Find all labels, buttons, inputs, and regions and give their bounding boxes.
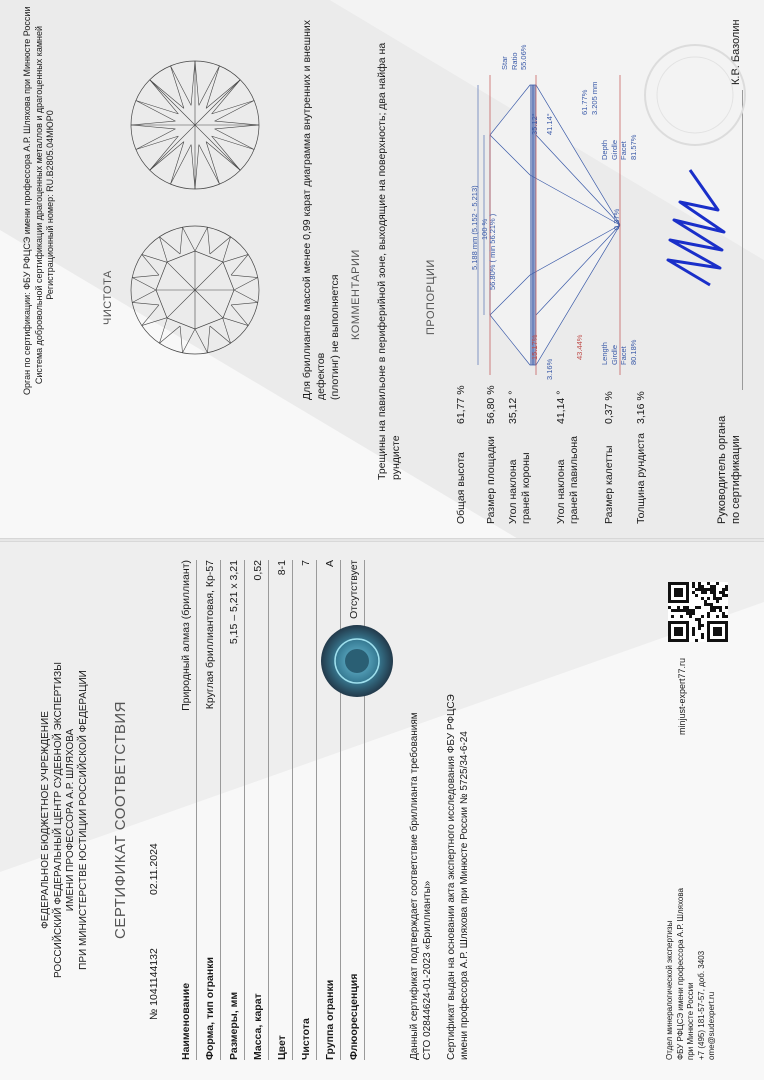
qr-cell	[698, 606, 701, 609]
depth-girdle-line: Facet	[619, 141, 628, 160]
clarity-crown-diagram	[125, 220, 265, 360]
qr-cell	[710, 585, 713, 588]
qr-cell	[668, 606, 671, 609]
facet-line	[223, 237, 231, 263]
proportion-value: 3,16 %	[635, 391, 647, 424]
qr-cell	[686, 609, 689, 612]
qr-cell	[692, 612, 695, 615]
facet-line	[183, 329, 195, 353]
facet-line	[142, 254, 168, 262]
facet-line	[215, 125, 259, 129]
qr-cell	[713, 609, 716, 612]
facet-line	[195, 61, 199, 105]
qr-cell	[722, 591, 725, 594]
qr-cell	[695, 588, 698, 591]
facet-line	[150, 125, 195, 170]
contacts-block	[665, 888, 718, 1060]
qr-cell	[698, 621, 701, 624]
qr-cell	[701, 588, 704, 591]
proportion-value: 0,37 %	[603, 391, 615, 424]
statement-2-line: Сертификат выдан на основании акта экспертного исследования ФБУ РФЦСЭ	[446, 694, 457, 1060]
proportion-value: 41,14 °	[555, 390, 567, 424]
field-value: 0,52	[252, 560, 264, 581]
field-label: Форма, тип огранки	[204, 957, 216, 1060]
qr-cell	[710, 591, 713, 594]
facet-line	[131, 121, 175, 125]
field-value: 8-1	[276, 560, 288, 576]
qr-cell	[683, 606, 686, 609]
qr-cell	[698, 624, 701, 627]
field-label: Масса, карат	[252, 993, 264, 1060]
field-divider	[316, 560, 317, 1060]
proportion-label: Угол наклона граней павильона	[555, 436, 580, 524]
qr-cell	[701, 633, 704, 636]
facet-line	[195, 227, 207, 251]
diagram-pavilion-depth: 43.44%	[575, 334, 584, 360]
facet-line	[159, 326, 180, 343]
qr-cell	[716, 606, 719, 609]
statement-2	[445, 694, 471, 1060]
qr-cell	[689, 609, 692, 612]
clarity-pavilion-diagram	[125, 55, 265, 195]
comments-title: КОММЕНТАРИИ	[350, 249, 362, 340]
proportion-label: Общая высота	[455, 452, 467, 524]
qr-cell	[725, 615, 728, 618]
field-label: Наименование	[180, 982, 192, 1060]
qr-cell	[692, 633, 695, 636]
proportion-label: Угол наклона граней короны	[507, 452, 532, 524]
qr-cell	[713, 588, 716, 591]
length-girdle-line: Length	[600, 342, 609, 365]
qr-cell	[704, 588, 707, 591]
facet-line	[234, 290, 258, 302]
qr-cell	[704, 603, 707, 606]
facet-line	[195, 145, 199, 189]
facet-line	[132, 275, 159, 277]
facet-line	[207, 227, 209, 254]
diagram-pavilion-angle: 41.14°	[545, 113, 554, 135]
facet-line	[132, 302, 159, 304]
diagram-crown-height: 15.17%	[530, 334, 539, 360]
facet-line	[183, 227, 195, 251]
facet-line	[180, 326, 182, 353]
certificate-title: СЕРТИФИКАТ СООТВЕТСТВИЯ	[112, 701, 129, 939]
facet-line	[207, 326, 209, 353]
diagram-length-girdle	[600, 340, 638, 365]
qr-cell	[713, 591, 716, 594]
facet-line	[159, 237, 180, 254]
facet-line	[231, 305, 248, 326]
qr-cell	[701, 615, 704, 618]
faint-seal	[640, 40, 750, 150]
facet-line	[231, 302, 258, 304]
qr-cell	[701, 585, 704, 588]
issuer-line: Орган по сертификации: ФБУ РФЦСЭ имени профессора А.Р. Шляхова при Минюсте России	[22, 6, 32, 395]
facet-line	[206, 80, 240, 109]
facet-line	[142, 318, 168, 326]
field-divider	[244, 560, 245, 1060]
qr-cell	[722, 615, 725, 618]
statement-1-line: СТО 02844624-01-2023 «Бриллианты»	[422, 880, 433, 1060]
qr-cell	[707, 597, 710, 600]
facet-line	[132, 290, 156, 302]
qr-cell	[716, 597, 719, 600]
contacts-line: ome@sudexpert.ru	[707, 991, 716, 1060]
field-value: Круглая бриллиантовая, Кр-57	[204, 560, 216, 710]
qr-cell	[692, 585, 695, 588]
statement-1-line: Данный сертификат подтверждает соответствие бриллианта требованиям	[409, 712, 420, 1060]
signature-role	[715, 416, 743, 524]
qr-cell	[725, 588, 728, 591]
qr-finder	[674, 588, 683, 597]
clarity-note-line: (плотинг) не выполняется	[329, 274, 341, 400]
qr-cell	[695, 639, 698, 642]
qr-cell	[719, 609, 722, 612]
diagram-100-label: 100 %	[480, 218, 489, 240]
qr-cell	[680, 609, 683, 612]
proportion-label: Размер площадки	[485, 436, 497, 524]
field-row	[252, 560, 274, 1060]
field-divider	[196, 560, 197, 1060]
handwritten-signature	[660, 150, 730, 290]
length-girdle-line: Girdle	[609, 344, 619, 365]
qr-cell	[725, 594, 728, 597]
qr-cell	[677, 609, 680, 612]
qr-cell	[707, 588, 710, 591]
qr-cell	[701, 597, 704, 600]
statement-1	[408, 712, 434, 1060]
qr-cell	[707, 615, 710, 618]
qr-cell	[704, 600, 707, 603]
diagram-crown-angle: 35.12°	[530, 113, 539, 135]
statement-2-line: имени профессора А.Р. Шляхова при Минюсте России № 5725/34-6-24	[459, 731, 470, 1060]
facet-line	[150, 136, 179, 170]
facet-line	[191, 145, 195, 189]
diagram-table-label: 56.80% ( min 56.21% )	[488, 213, 497, 290]
field-label: Флюоресценция	[348, 973, 360, 1060]
facet-line	[167, 290, 195, 318]
qr-cell	[722, 594, 725, 597]
qr-cell	[719, 591, 722, 594]
field-row	[180, 560, 202, 1060]
proportion-label: Толщина рундиста	[635, 433, 647, 524]
qr-cell	[704, 591, 707, 594]
qr-cell	[695, 606, 698, 609]
contacts-line: +7 (495) 181-57-57, доб. 3403	[696, 950, 706, 1060]
qr-cell	[710, 588, 713, 591]
signature-name: К.В. Базолин	[730, 19, 742, 85]
facet-line	[195, 329, 207, 353]
proportion-label: Размер калетты	[603, 445, 615, 524]
certificate-front-panel	[0, 542, 764, 1080]
comments-text	[375, 43, 403, 480]
facet-line	[223, 254, 249, 262]
facet-line	[195, 290, 223, 318]
field-divider	[268, 560, 269, 1060]
field-divider	[292, 560, 293, 1060]
facet-line	[210, 326, 231, 343]
facet-line	[231, 254, 248, 275]
qr-cell	[671, 615, 674, 618]
facet-line	[191, 61, 195, 105]
certificate-number: № 1041144132	[148, 948, 160, 1020]
facet-line	[131, 125, 175, 129]
qr-finder	[713, 627, 722, 636]
qr-cell	[722, 612, 725, 615]
depth-girdle-line: Depth	[600, 139, 609, 160]
length-girdle-line: 80.18%	[628, 339, 638, 365]
facet-line	[142, 254, 159, 275]
facet-line	[167, 262, 195, 290]
qr-cell	[692, 591, 695, 594]
qr-cell	[686, 612, 689, 615]
qr-cell	[719, 606, 722, 609]
facet-line	[210, 237, 231, 254]
qr-cell	[725, 606, 728, 609]
facet-line	[212, 80, 241, 114]
facet-line	[150, 142, 184, 171]
qr-cell	[713, 606, 716, 609]
proportion-value: 61,77 %	[455, 385, 467, 424]
facet-line	[150, 80, 184, 109]
facet-line	[206, 142, 240, 171]
facet-line	[212, 136, 241, 170]
clarity-note	[300, 20, 342, 400]
qr-cell	[692, 630, 695, 633]
diagram-depth-girdle	[600, 135, 638, 160]
facet-line	[180, 227, 182, 254]
facet-line	[223, 318, 231, 344]
field-row	[276, 560, 298, 1060]
qr-cell	[710, 609, 713, 612]
qr-cell	[707, 582, 710, 585]
facet-line	[142, 305, 159, 326]
qr-cell	[716, 600, 719, 603]
qr-cell	[716, 582, 719, 585]
diagram-star-ratio	[500, 45, 529, 70]
facet-line	[150, 80, 195, 125]
qr-cell	[698, 585, 701, 588]
qr-cell	[683, 609, 686, 612]
depth-girdle-line: 81.57%	[628, 134, 638, 160]
qr-cell	[692, 627, 695, 630]
qr-cell	[713, 585, 716, 588]
field-value: Отсутствует	[348, 560, 360, 619]
qr-cell	[722, 588, 725, 591]
proportions-title: ПРОПОРЦИИ	[425, 259, 437, 335]
facet-line	[195, 80, 240, 125]
facet-line	[195, 262, 223, 290]
qr-cell	[713, 597, 716, 600]
depth-girdle-line: Girdle	[609, 139, 619, 160]
proportion-value: 35,12 °	[507, 390, 519, 424]
qr-cell	[692, 609, 695, 612]
field-value: A	[324, 560, 336, 568]
field-divider	[220, 560, 221, 1060]
field-label: Группа огранки	[324, 979, 336, 1060]
facet-line	[150, 80, 179, 114]
qr-cell	[698, 582, 701, 585]
qr-cell	[689, 612, 692, 615]
facet-line	[231, 275, 258, 277]
org-header-line: ФЕДЕРАЛЬНОЕ БЮДЖЕТНОЕ УЧРЕЖДЕНИЕ	[40, 711, 51, 929]
qr-cell	[716, 615, 719, 618]
facet-line	[195, 125, 240, 170]
comments-line: Трещины на павильоне в периферийной зоне, выходящие на поверхность; два найфа на	[376, 42, 388, 480]
field-value: Природный алмаз (бриллиант)	[180, 560, 192, 711]
qr-cell	[698, 618, 701, 621]
qr-cell	[695, 594, 698, 597]
field-value: 7	[300, 560, 312, 566]
org-header-line: ИМЕНИ ПРОФЕССОРА А.Р. ШЛЯХОВА	[65, 728, 76, 912]
qr-cell	[710, 606, 713, 609]
qr-cell	[713, 594, 716, 597]
facet-line	[215, 121, 259, 125]
qr-cell	[701, 624, 704, 627]
field-row	[204, 560, 226, 1060]
qr-cell	[680, 615, 683, 618]
length-girdle-line: Facet	[619, 346, 628, 365]
signature-role-line: по сертификации	[730, 435, 742, 524]
qr-cell	[707, 612, 710, 615]
qr-cell	[674, 609, 677, 612]
facet-line	[159, 237, 167, 263]
issuer-line: Регистрационный номер: RU.B2805.04МЮР0	[45, 110, 55, 300]
qr-finder	[674, 627, 683, 636]
signature-role-line: Руководитель органа	[716, 415, 728, 524]
qr-cell	[719, 597, 722, 600]
qr-cell	[671, 609, 674, 612]
contacts-line: при Минюсте России	[686, 982, 695, 1060]
facet-line	[223, 318, 249, 326]
clarity-title: ЧИСТОТА	[102, 270, 114, 325]
field-label: Цвет	[276, 1035, 288, 1060]
diagram-culet: 0.37%	[612, 208, 621, 230]
star-ratio-line: 55.06%	[519, 44, 528, 70]
diagram-girdle-thick: 3.16%	[545, 358, 554, 380]
qr-cell	[689, 615, 692, 618]
star-ratio-line: Ratio	[509, 52, 519, 70]
clarity-note-line: Для бриллиантов массой менее 0,99 карат диаграмма внутренних и внешних дефектов	[301, 20, 327, 400]
hologram-seal	[318, 622, 396, 700]
qr-cell	[701, 636, 704, 639]
qr-cell	[686, 606, 689, 609]
diagram-depth-mm: 3.205 mm	[590, 81, 599, 115]
diagram-width-label: 5.188 mm (5.152 - 5.213)	[470, 185, 479, 270]
facet-line	[159, 318, 167, 344]
website-label: minjust-expert77.ru	[677, 657, 687, 735]
field-label: Чистота	[300, 1018, 312, 1060]
facet-line	[132, 278, 156, 290]
org-header	[40, 560, 90, 1080]
qr-cell	[695, 618, 698, 621]
field-label: Размеры, мм	[228, 991, 240, 1060]
qr-cell	[692, 582, 695, 585]
qr-cell	[677, 606, 680, 609]
org-header-line: РОССИЙСКИЙ ФЕДЕРАЛЬНЫЙ ЦЕНТР СУДЕБНОЙ ЭКСПЕРТИЗЫ	[52, 662, 64, 979]
contacts-line: ФБУ РФЦСЭ имени профессора А.Р. Шляхова	[675, 888, 685, 1060]
qr-code	[668, 582, 728, 642]
qr-cell	[725, 585, 728, 588]
facet-line	[234, 278, 258, 290]
comments-line: рундисте	[390, 435, 402, 480]
qr-cell	[707, 603, 710, 606]
star-ratio-line: Star	[500, 56, 509, 70]
certificate-date: 02.11.2024	[148, 843, 160, 895]
qr-cell	[698, 588, 701, 591]
field-value: 5,15 – 5,21 x 3,21	[228, 560, 240, 645]
field-row	[228, 560, 250, 1060]
issuer-block	[22, 6, 57, 395]
issuer-line: Система добровольной сертификации драгоценных металлов и драгоценных камней	[33, 25, 44, 385]
proportion-value: 56,80 %	[485, 385, 497, 424]
qr-cell	[698, 627, 701, 630]
contacts-line: Отдел минералогической экспертизы	[665, 920, 674, 1060]
org-header-line: ПРИ МИНИСТЕРСТВЕ ЮСТИЦИИ РОССИЙСКОЙ ФЕДЕРАЦИИ	[77, 670, 89, 970]
diagram-depth-pct: 61.77%	[580, 89, 589, 115]
qr-cell	[701, 591, 704, 594]
qr-cell	[710, 603, 713, 606]
